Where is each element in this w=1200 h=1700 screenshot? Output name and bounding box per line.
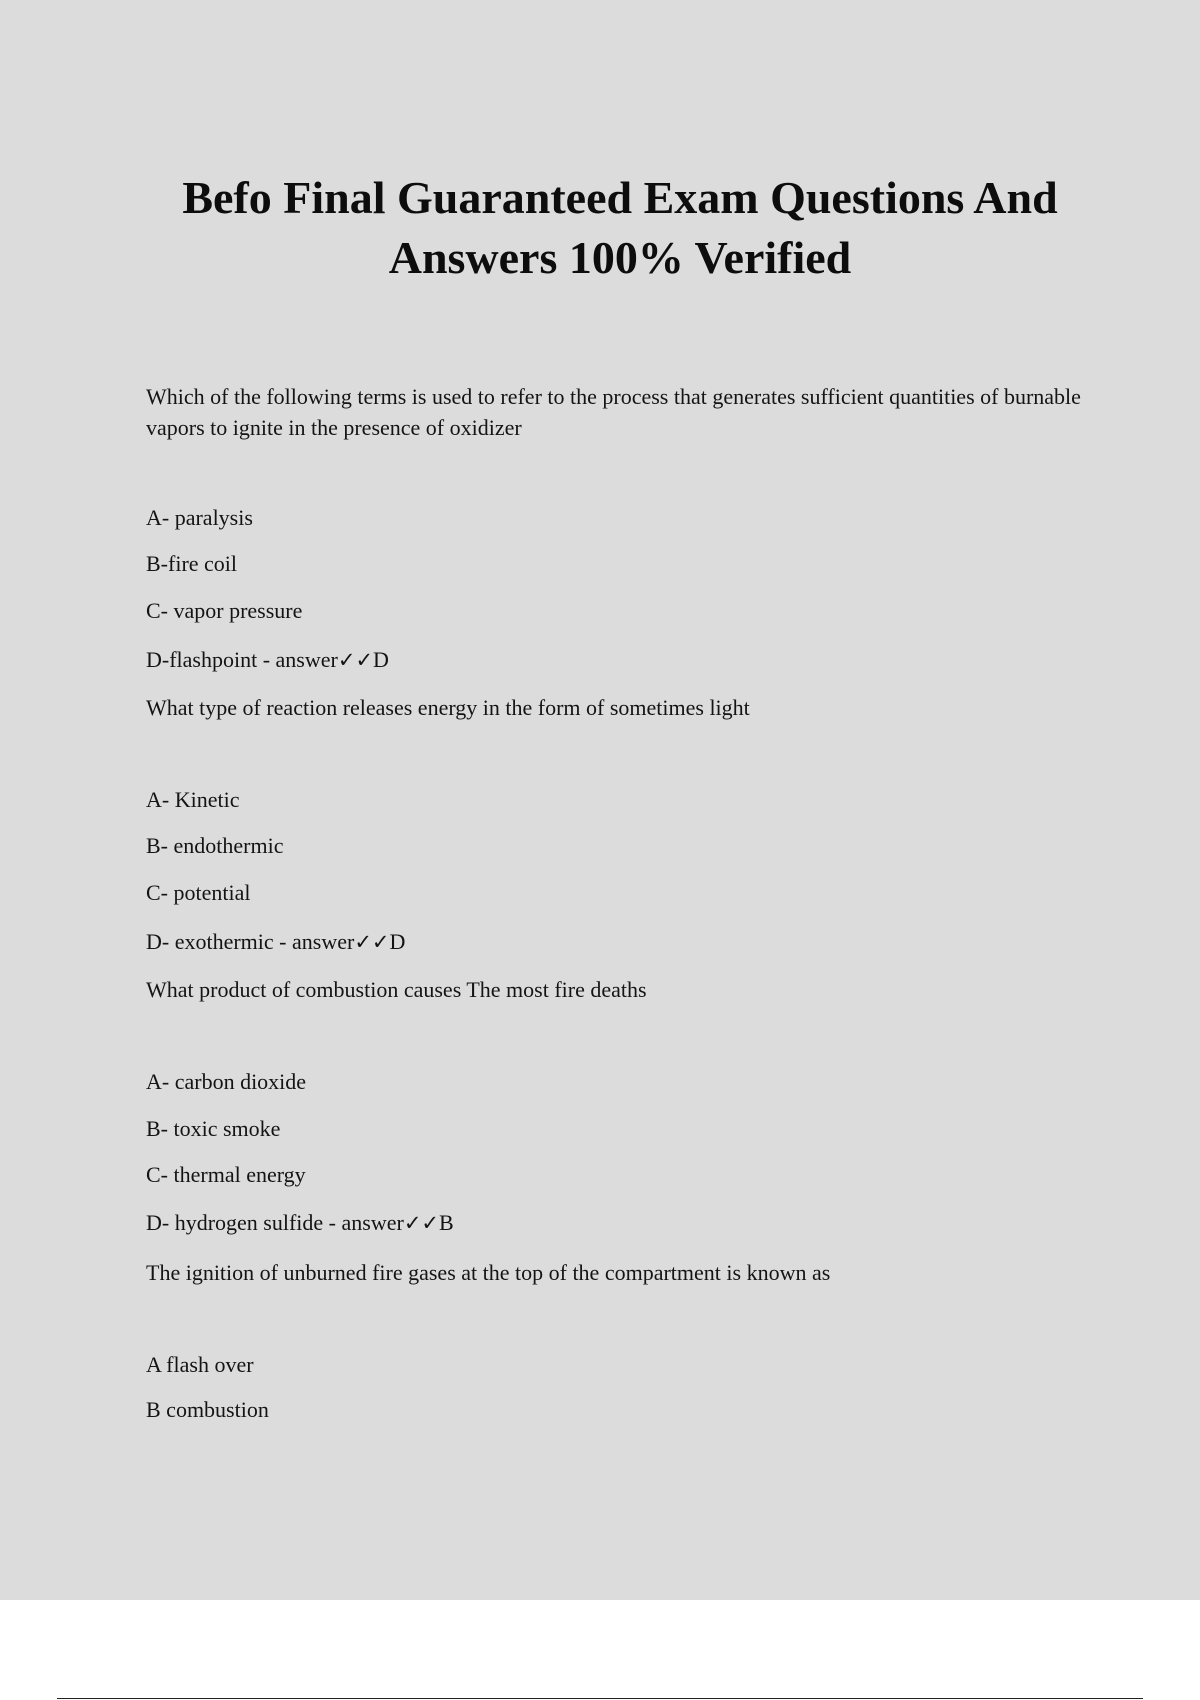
check-marks: ✓✓ bbox=[403, 1211, 440, 1235]
answer-option: B- endothermic bbox=[146, 833, 284, 858]
answer-option: C- vapor pressure bbox=[146, 598, 303, 623]
answer-option: C- potential bbox=[146, 880, 251, 905]
answer-option: A- Kinetic bbox=[146, 787, 240, 812]
answer-key: D bbox=[373, 647, 389, 672]
answer-option: B- toxic smoke bbox=[146, 1116, 281, 1141]
answer-option: A flash over bbox=[146, 1352, 254, 1377]
answer-option-with-key bbox=[146, 927, 405, 957]
answer-option-with-key bbox=[146, 645, 389, 675]
question-prompt: What type of reaction releases energy in the form of sometimes light bbox=[146, 695, 750, 720]
answer-option: A- paralysis bbox=[146, 505, 253, 530]
answer-option-text: D-flashpoint - answer bbox=[146, 647, 338, 672]
answer-key: D bbox=[389, 929, 406, 954]
answer-option-text: D- hydrogen sulfide - answer bbox=[146, 1210, 404, 1235]
footer-rule bbox=[57, 1698, 1143, 1699]
answer-option: A- carbon dioxide bbox=[146, 1069, 307, 1094]
question-prompt: The ignition of unburned fire gases at the top of the compartment is known as bbox=[146, 1260, 831, 1285]
answer-option: B combustion bbox=[146, 1397, 269, 1422]
answer-option: C- thermal energy bbox=[146, 1162, 306, 1187]
question-prompt: Which of the following terms is used to refer to the process that generates sufficient quantities of burnable vapors to ignite in the presence of oxidizer bbox=[146, 384, 1081, 440]
answer-option-text: D- exothermic - answer bbox=[146, 929, 355, 954]
answer-option: B-fire coil bbox=[146, 551, 238, 576]
document-title: Befo Final Guaranteed Exam Questions And Answers 100% Verified bbox=[182, 172, 1058, 283]
answer-key: B bbox=[439, 1210, 454, 1235]
check-marks: ✓✓ bbox=[337, 648, 374, 672]
question-prompt: What product of combustion causes The most fire deaths bbox=[146, 977, 647, 1002]
answer-option-with-key bbox=[146, 1208, 454, 1238]
check-marks: ✓✓ bbox=[354, 930, 390, 954]
